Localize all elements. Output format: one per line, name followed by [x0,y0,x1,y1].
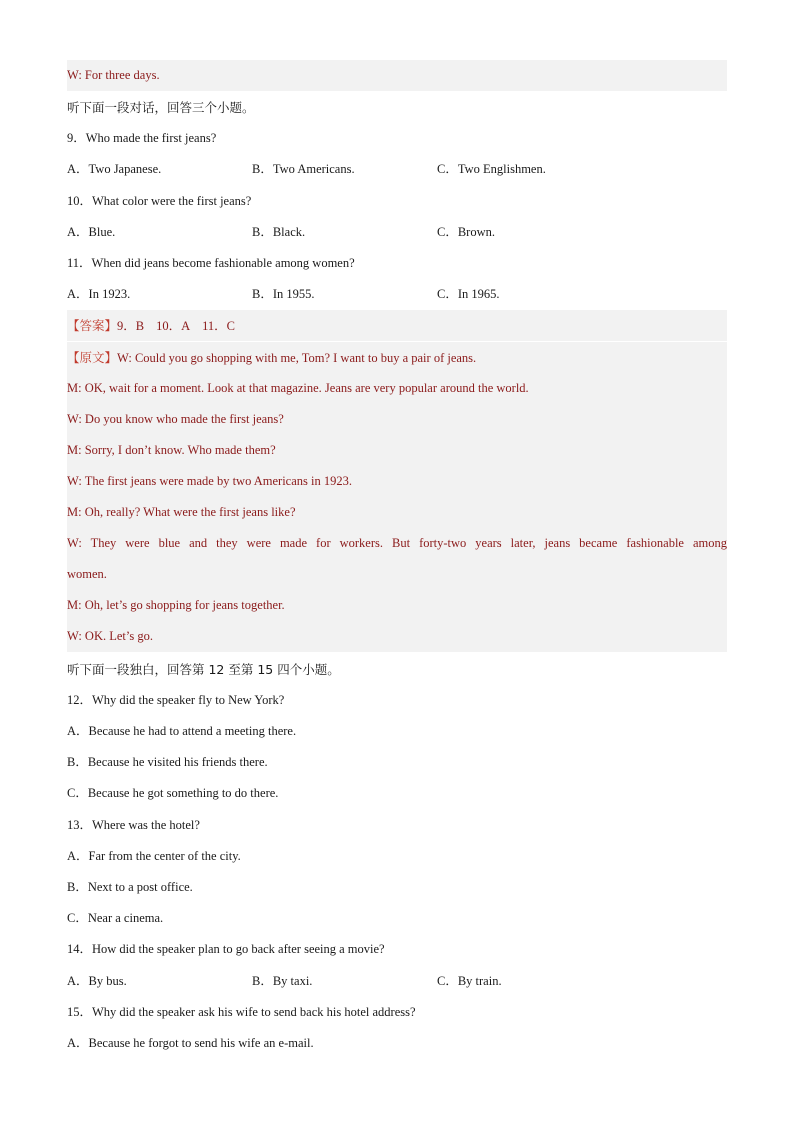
option-a: A．By bus. [67,974,127,988]
option-c: C．By train. [437,974,502,988]
transcript-line: W: The first jeans were made by two Americans in 1923. [67,466,727,497]
transcript-line: M: Oh, let’s go shopping for jeans together. [67,590,727,621]
answer-10: 10．A [156,319,191,333]
question-14-stem: 14．How did the speaker plan to go back after seeing a movie? [67,942,385,956]
transcript-line: W: Could you go shopping with me, Tom? I want to buy a pair of jeans. [117,351,477,365]
option-c: C．Near a cinema. [67,911,164,925]
option-a: A．Because he forgot to send his wife an e-mail. [67,1036,314,1050]
option-c: C．Brown. [437,225,495,239]
option-a: A．Far from the center of the city. [67,849,241,863]
option-a: A．Because he had to attend a meeting there. [67,724,297,738]
question-10-stem: 10．What color were the first jeans? [67,194,252,208]
transcript-line: W: They were blue and they were made for workers. But forty-two years later, jeans became fashionable among [67,528,727,559]
question-9-stem: 9．Who made the first jeans? [67,131,217,145]
option-b: B．Black. [252,225,306,239]
question-15-stem: 15．Why did the speaker ask his wife to send back his hotel address? [67,1005,416,1019]
transcript-line: W: Do you know who made the first jeans? [67,404,727,435]
option-a: A．Blue. [67,225,116,239]
option-a: A．Two Japanese. [67,162,162,176]
question-10-options [67,217,727,248]
answer-tag: 【答案】 [67,318,118,333]
transcript-tag: 【原文】 [67,350,118,365]
question-13-stem: 13．Where was the hotel? [67,818,200,832]
transcript-line: M: Sorry, I don’t know. Who made them? [67,435,727,466]
option-c: C．Two Englishmen. [437,162,546,176]
transcript-line: M: OK, wait for a moment. Look at that magazine. Jeans are very popular around the world. [67,373,727,404]
question-11-stem: 11．When did jeans become fashionable among women? [67,256,355,270]
transcript-line: W: OK. Let’s go. [67,621,727,652]
question-11-options [67,279,727,310]
answer-11: 11．C [202,319,236,333]
option-b: B．Because he visited his friends there. [67,755,268,769]
option-b: B．In 1955. [252,287,315,301]
option-b: B．Two Americans. [252,162,355,176]
answer-9: 9．B [117,319,145,333]
transcript-line: M: Oh, really? What were the first jeans like? [67,497,727,528]
question-12-stem: 12．Why did the speaker fly to New York? [67,693,285,707]
option-c: C．In 1965. [437,287,500,301]
question-14-options [67,966,727,997]
transcript-line: women. [67,559,727,590]
question-9-options [67,154,727,185]
transcript-first-line [67,342,727,373]
transcript-line: W: For three days. [67,60,727,91]
option-b: B．Next to a post office. [67,880,193,894]
section-instruction: 听下面一段对话，回答三个小题。 [67,100,255,115]
option-a: A．In 1923. [67,287,131,301]
answer-key [67,310,727,341]
option-b: B．By taxi. [252,974,313,988]
option-c: C．Because he got something to do there. [67,786,279,800]
section-instruction: 听下面一段独白，回答第 12 至第 15 四个小题。 [67,662,340,677]
